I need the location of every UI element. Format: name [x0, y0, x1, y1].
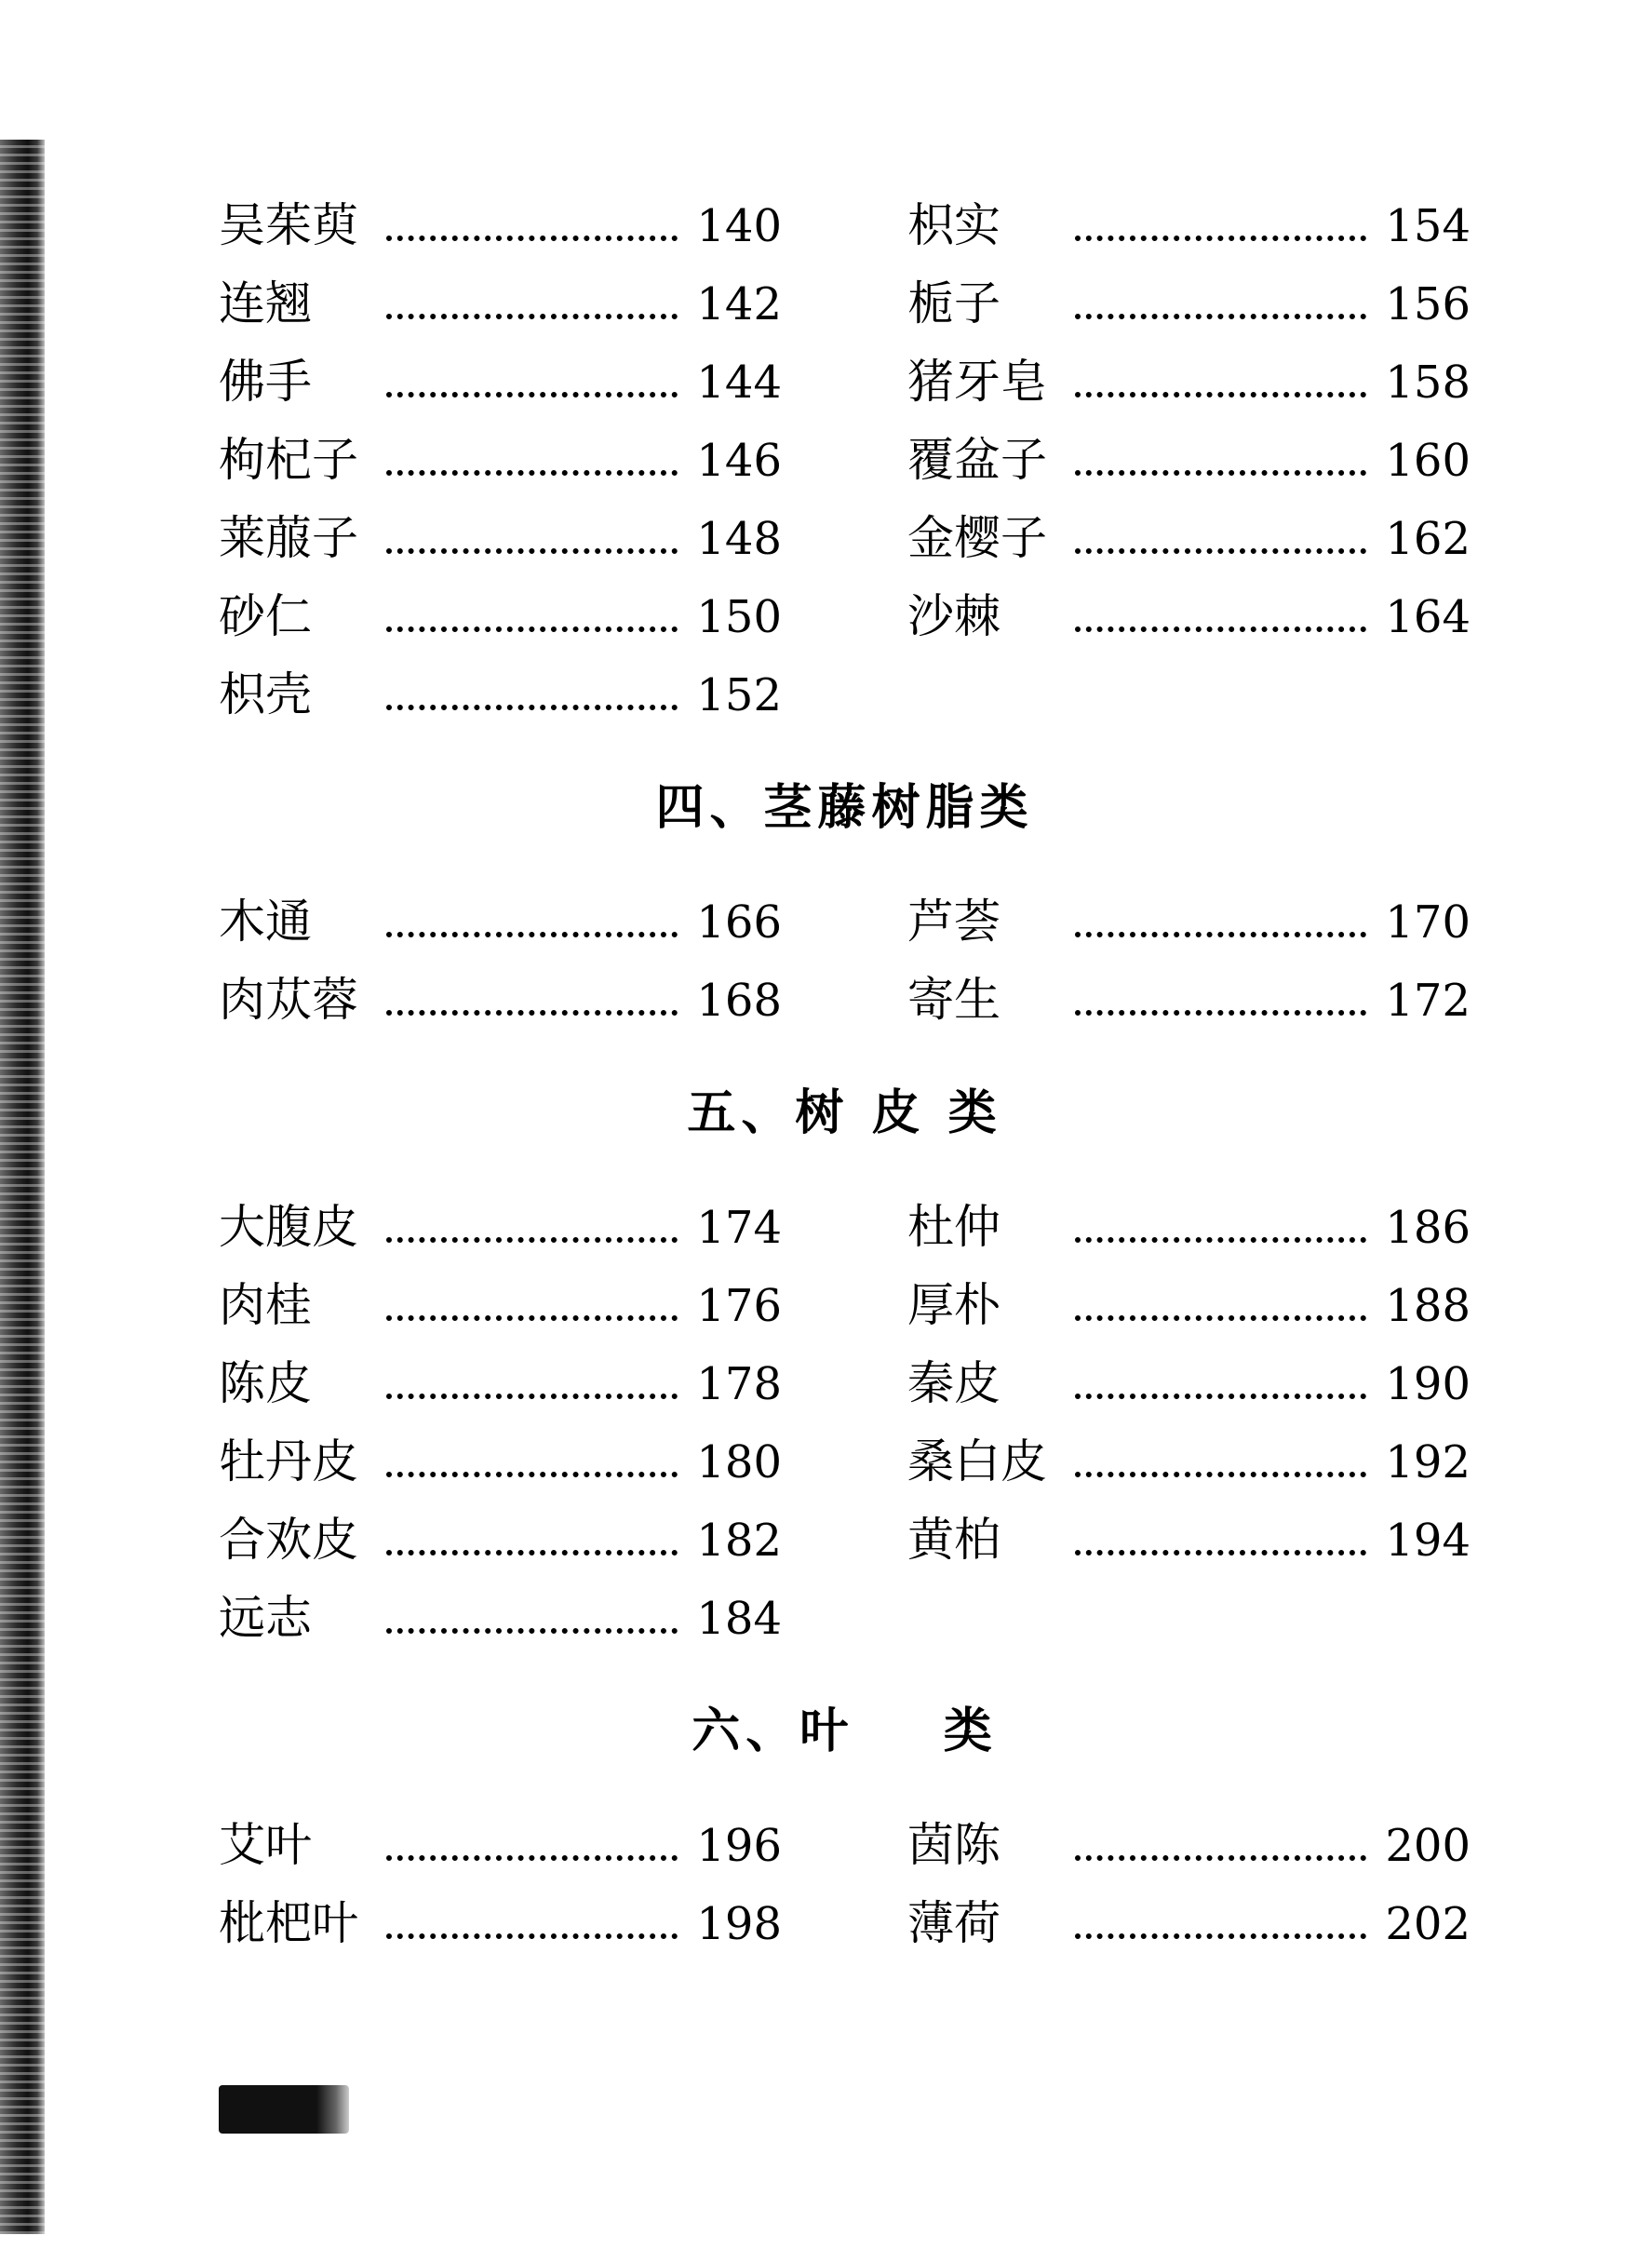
toc-entry	[907, 499, 1471, 577]
toc-entry	[907, 1884, 1471, 1962]
entry-page-number: 148	[696, 513, 782, 565]
dot-leader	[1075, 626, 1366, 632]
dot-leader	[386, 314, 678, 319]
entry-title: 沙棘	[907, 589, 1001, 643]
section-heading: 六、叶 类	[692, 1704, 998, 1759]
toc-entry	[219, 1266, 782, 1344]
toc-column-left	[219, 882, 782, 1039]
entry-title: 厚朴	[907, 1278, 1001, 1332]
entry-page-number: 190	[1385, 1358, 1471, 1410]
entry-title: 栀子	[907, 276, 1001, 330]
dot-leader	[386, 626, 678, 632]
dot-leader	[386, 1933, 678, 1939]
toc-entry	[219, 1579, 782, 1657]
toc-entry	[907, 1806, 1471, 1884]
toc-entry	[907, 1188, 1471, 1266]
dot-leader	[1075, 1315, 1366, 1321]
entry-page-number: 174	[696, 1202, 782, 1254]
entry-page-number: 202	[1385, 1898, 1471, 1950]
section-heading: 五、树 皮 类	[687, 1085, 1002, 1141]
page-footer-mark	[219, 2085, 349, 2134]
toc-entry	[219, 1806, 782, 1884]
entry-title: 枳实	[907, 198, 1001, 252]
entry-page-number: 142	[696, 278, 782, 330]
dot-leader	[1075, 1237, 1366, 1243]
entry-title: 杜仲	[907, 1200, 1001, 1254]
entry-page-number: 158	[1385, 357, 1471, 409]
dot-leader	[386, 1855, 678, 1861]
dot-leader	[386, 470, 678, 476]
entry-page-number: 178	[696, 1358, 782, 1410]
entry-title: 砂仁	[219, 589, 312, 643]
toc-entry	[907, 421, 1471, 499]
dot-leader	[1075, 1010, 1366, 1016]
dot-leader	[386, 548, 678, 554]
toc-entry	[219, 961, 782, 1039]
entry-page-number: 152	[696, 669, 782, 721]
toc-column-right	[907, 186, 1471, 734]
dot-leader	[386, 1394, 678, 1399]
table-of-contents	[219, 186, 1471, 1962]
toc-entry	[907, 186, 1471, 264]
section-heading: 四、茎藤树脂类	[655, 780, 1034, 836]
entry-page-number: 146	[696, 435, 782, 487]
entry-title: 大腹皮	[219, 1200, 358, 1254]
toc-entry	[907, 961, 1471, 1039]
toc-entry	[907, 577, 1471, 655]
toc-entry	[219, 1501, 782, 1579]
entry-title: 枸杞子	[219, 433, 358, 487]
toc-column-right	[907, 1188, 1471, 1657]
toc-entry	[219, 1422, 782, 1501]
toc-entry	[219, 421, 782, 499]
entry-page-number: 184	[696, 1593, 782, 1645]
toc-column-left	[219, 1806, 782, 1962]
dot-leader	[386, 1628, 678, 1634]
entry-title: 远志	[219, 1591, 312, 1645]
dot-leader	[1075, 932, 1366, 937]
entry-page-number: 188	[1385, 1280, 1471, 1332]
entry-title: 黄柏	[907, 1513, 1001, 1567]
entry-title: 金樱子	[907, 511, 1047, 565]
entry-page-number: 176	[696, 1280, 782, 1332]
dot-leader	[386, 705, 678, 710]
dot-leader	[1075, 236, 1366, 241]
entry-title: 佛手	[219, 355, 312, 409]
entry-title: 桑白皮	[907, 1434, 1047, 1488]
dot-leader	[1075, 1394, 1366, 1399]
entry-title: 秦皮	[907, 1356, 1001, 1410]
entry-title: 枇杷叶	[219, 1896, 358, 1950]
entry-page-number: 186	[1385, 1202, 1471, 1254]
entry-page-number: 144	[696, 357, 782, 409]
entry-page-number: 140	[696, 200, 782, 252]
toc-column-left	[219, 1188, 782, 1657]
entry-page-number: 170	[1385, 896, 1471, 949]
entry-title: 合欢皮	[219, 1513, 358, 1567]
dot-leader	[1075, 1550, 1366, 1555]
toc-entry	[219, 577, 782, 655]
entry-page-number: 200	[1385, 1820, 1471, 1872]
toc-entry	[219, 264, 782, 343]
entry-title: 猪牙皂	[907, 355, 1047, 409]
toc-column-right	[907, 1806, 1471, 1962]
dot-leader	[386, 1237, 678, 1243]
dot-leader	[1075, 314, 1366, 319]
dot-leader	[1075, 470, 1366, 476]
toc-entry	[907, 1501, 1471, 1579]
entry-title: 肉苁蓉	[219, 973, 358, 1027]
entry-title: 茵陈	[907, 1818, 1001, 1872]
entry-title: 吴茱萸	[219, 198, 358, 252]
dot-leader	[1075, 548, 1366, 554]
entry-title: 芦荟	[907, 895, 1001, 949]
entry-page-number: 154	[1385, 200, 1471, 252]
entry-title: 薄荷	[907, 1896, 1001, 1950]
entry-title: 木通	[219, 895, 312, 949]
entry-title: 肉桂	[219, 1278, 312, 1332]
entry-page-number: 194	[1385, 1515, 1471, 1567]
dot-leader	[386, 236, 678, 241]
toc-entry	[907, 343, 1471, 421]
toc-section	[219, 734, 1471, 1039]
entry-page-number: 182	[696, 1515, 782, 1567]
toc-entry	[907, 264, 1471, 343]
entry-page-number: 168	[696, 975, 782, 1027]
dot-leader	[1075, 1933, 1366, 1939]
entry-page-number: 198	[696, 1898, 782, 1950]
dot-leader	[1075, 392, 1366, 397]
entry-page-number: 172	[1385, 975, 1471, 1027]
entry-page-number: 156	[1385, 278, 1471, 330]
entry-page-number: 162	[1385, 513, 1471, 565]
dot-leader	[386, 392, 678, 397]
dot-leader	[386, 1315, 678, 1321]
toc-section	[219, 1657, 1471, 1962]
toc-entry	[907, 1266, 1471, 1344]
toc-section	[219, 186, 1471, 734]
toc-entry	[219, 1188, 782, 1266]
toc-section	[219, 1039, 1471, 1657]
toc-column-left	[219, 186, 782, 734]
toc-entry	[219, 499, 782, 577]
dot-leader	[386, 1472, 678, 1477]
entry-page-number: 150	[696, 591, 782, 643]
entry-page-number: 160	[1385, 435, 1471, 487]
toc-entry	[219, 655, 782, 734]
entry-title: 莱菔子	[219, 511, 358, 565]
entry-page-number: 196	[696, 1820, 782, 1872]
toc-entry	[907, 1422, 1471, 1501]
toc-entry	[219, 186, 782, 264]
entry-title: 覆盆子	[907, 433, 1047, 487]
entry-title: 枳壳	[219, 667, 312, 721]
entry-page-number: 166	[696, 896, 782, 949]
toc-entry	[907, 1344, 1471, 1422]
dot-leader	[386, 1010, 678, 1016]
toc-entry	[219, 1884, 782, 1962]
entry-title: 牡丹皮	[219, 1434, 358, 1488]
entry-page-number: 180	[696, 1436, 782, 1488]
dot-leader	[1075, 1855, 1366, 1861]
entry-page-number: 164	[1385, 591, 1471, 643]
entry-title: 艾叶	[219, 1818, 312, 1872]
book-spine-shadow	[0, 140, 45, 2234]
entry-title: 陈皮	[219, 1356, 312, 1410]
dot-leader	[386, 932, 678, 937]
toc-entry	[219, 1344, 782, 1422]
toc-column-right	[907, 882, 1471, 1039]
dot-leader	[1075, 1472, 1366, 1477]
entry-page-number: 192	[1385, 1436, 1471, 1488]
toc-entry	[219, 343, 782, 421]
entry-title: 寄生	[907, 973, 1001, 1027]
toc-entry	[219, 882, 782, 961]
dot-leader	[386, 1550, 678, 1555]
toc-entry	[907, 882, 1471, 961]
entry-title: 连翘	[219, 276, 312, 330]
